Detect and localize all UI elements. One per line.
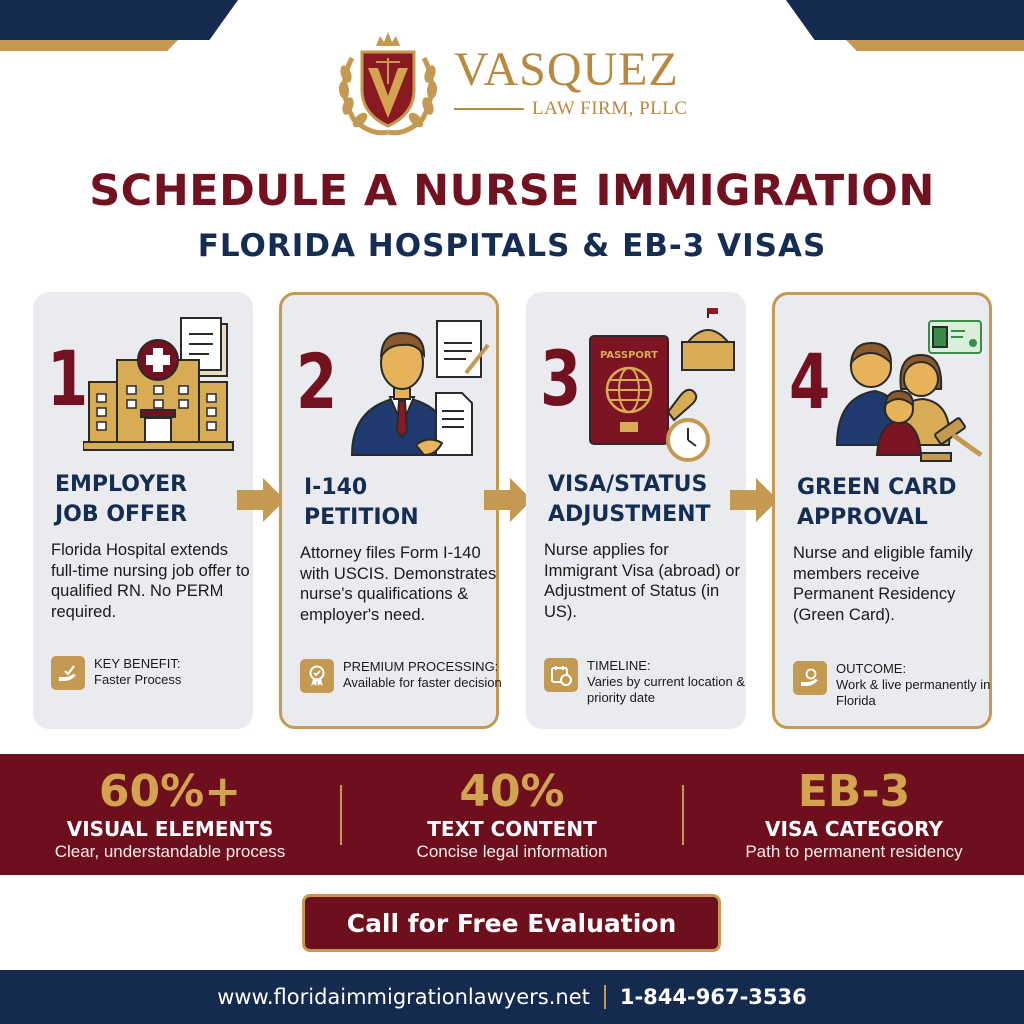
arrow-right-icon: [730, 478, 778, 522]
stat-visa-category: EB-3 VISA CATEGORY Path to permanent residency: [745, 765, 963, 861]
arrow-right-icon: [484, 478, 532, 522]
step-note: OUTCOME: Work & live permanently in Florida: [793, 661, 996, 709]
stats-banner: [0, 754, 1024, 875]
hand-globe-icon: [793, 661, 827, 695]
website-link[interactable]: www.floridaimmigrationlawyers.net: [217, 985, 590, 1009]
hospital-icon: [83, 302, 253, 462]
step-card-3: [526, 292, 746, 729]
phone-link[interactable]: 1-844-967-3536: [619, 985, 807, 1009]
step-note: KEY BENEFIT: Faster Process: [51, 656, 254, 690]
family-icon: [825, 305, 995, 465]
step-card-1: [33, 292, 253, 729]
crest-icon: [332, 28, 444, 138]
hand-check-icon: [51, 656, 85, 690]
step-description: Nurse applies for Immigrant Visa (abroad) or Adjustment of Status (in US).: [544, 541, 740, 621]
step-description: Nurse and eligible family members receive Permanent Residency (Green Card).: [793, 544, 973, 624]
cta-label: Call for Free Evaluation: [346, 908, 677, 938]
calendar-clock-icon: [544, 658, 578, 692]
step-heading: I-140 PETITION: [304, 475, 419, 530]
svg-text:PASSPORT: PASSPORT: [599, 350, 659, 361]
attorney-icon: [332, 305, 502, 465]
page-subtitle: FLORIDA HOSPITALS & EB-3 VISAS: [197, 228, 827, 264]
firm-subtitle: LAW FIRM, PLLC: [532, 98, 688, 119]
firm-name: VASQUEZ: [454, 43, 679, 96]
step-note: PREMIUM PROCESSING: Available for faster decision: [300, 659, 503, 693]
step-number: 1: [47, 334, 89, 423]
step-heading: VISA/STATUS ADJUSTMENT: [548, 472, 711, 527]
award-badge-icon: [300, 659, 334, 693]
stat-visual-elements: 60%+ VISUAL ELEMENTS Clear, understandable process: [54, 765, 286, 861]
step-description: Florida Hospital extends full-time nursing job offer to qualified RN. No PERM required.: [51, 541, 250, 621]
free-evaluation-button[interactable]: [302, 894, 721, 952]
step-number: 4: [789, 337, 831, 426]
step-card-2: [279, 292, 502, 729]
arrow-right-icon: [237, 478, 285, 522]
stat-text-content: 40% TEXT CONTENT Concise legal information: [416, 765, 608, 861]
footer-divider: [604, 985, 606, 1009]
step-number: 3: [540, 334, 582, 423]
step-note: TIMELINE: Varies by current location & priority date: [544, 658, 747, 706]
logo-divider: [454, 108, 524, 110]
step-number: 2: [296, 337, 338, 426]
step-card-4: [772, 292, 992, 729]
firm-logo: [332, 28, 712, 138]
step-heading: GREEN CARD APPROVAL: [797, 475, 957, 530]
step-description: Attorney files Form I-140 with USCIS. Demonstrates nurse's qualifications & employer's need.: [300, 544, 497, 624]
page-title: SCHEDULE A NURSE IMMIGRATION: [89, 166, 935, 216]
footer-bar: [0, 970, 1024, 1024]
top-left-ribbon: [0, 0, 240, 52]
step-heading: EMPLOYER JOB OFFER: [55, 472, 188, 527]
passport-icon: [576, 302, 746, 462]
top-right-ribbon: [784, 0, 1024, 52]
